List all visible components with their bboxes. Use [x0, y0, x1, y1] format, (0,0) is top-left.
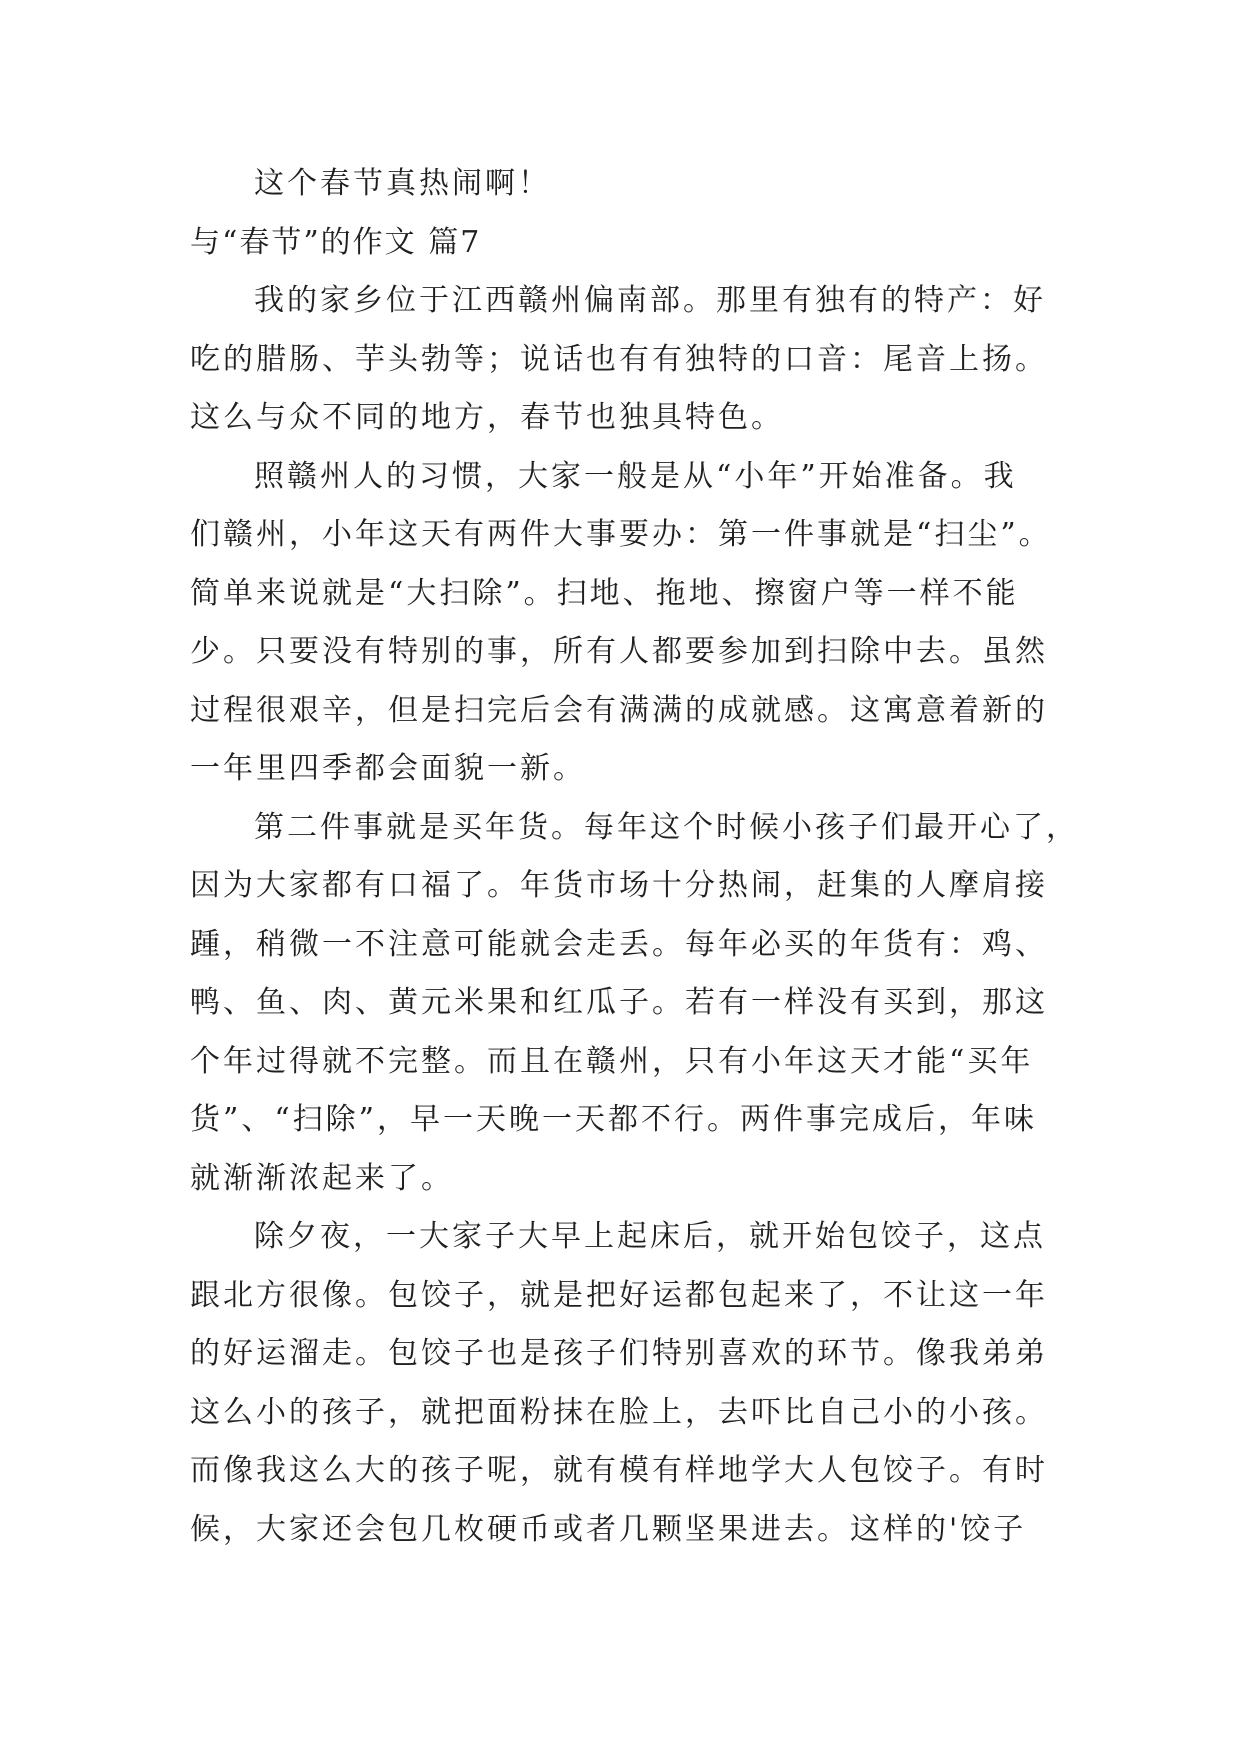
- paragraph-line: 踵，稍微一不注意可能就会走丢。每年必买的年货有：鸡、: [190, 926, 1048, 962]
- paragraph-line: 鸭、鱼、肉、黄元米果和红瓜子。若有一样没有买到，那这: [190, 985, 1048, 1020]
- paragraph-line: 除夕夜，一大家子大早上起床后，就开始包饺子，这点: [254, 1219, 1046, 1254]
- paragraph-line: 个年过得就不完整。而且在赣州，只有小年这天才能“买年: [190, 1043, 1034, 1079]
- paragraph-3: [190, 799, 1079, 1209]
- paragraph-2: [190, 448, 1050, 799]
- paragraph-line: 因为大家都有口福了。年货市场十分热闹，赶集的人摩肩接: [190, 868, 1048, 903]
- paragraph-line: 一年里四季都会面貌一新。: [190, 751, 586, 786]
- paragraph-line: 过程很艰辛，但是扫完后会有满满的成就感。这寓意着新的: [190, 692, 1048, 728]
- paragraph-line: 这么小的孩子，就把面粉抹在脸上，去吓比自己小的小孩。: [190, 1394, 1048, 1430]
- paragraph-line: 少。只要没有特别的事，所有人都要参加到扫除中去。虽然: [190, 634, 1048, 669]
- paragraph-line: 跟北方很像。包饺子，就是把好运都包起来了，不让这一年: [190, 1277, 1048, 1313]
- paragraph-line: 这么与众不同的地方，春节也独具特色。: [190, 400, 784, 435]
- essay-heading: 与“春节”的作文 篇7: [190, 224, 482, 260]
- paragraph-line: 我的家乡位于江西赣州偏南部。那里有独有的特产：好: [254, 283, 1046, 318]
- paragraph-line: 就渐渐浓起来了。: [190, 1160, 454, 1196]
- paragraph-1: [190, 272, 1050, 448]
- paragraph-line: 简单来说就是“大扫除”。扫地、拖地、擦窗户等一样不能: [190, 575, 1019, 611]
- paragraph-4: [190, 1208, 1050, 1559]
- paragraph-line: 而像我这么大的孩子呢，就有模有样地学大人包饺子。有时: [190, 1453, 1048, 1488]
- paragraph-line: 候，大家还会包几枚硬币或者几颗坚果进去。这样的'饺子: [190, 1511, 1027, 1547]
- closing-line: 这个春节真热闹啊！: [254, 166, 551, 201]
- paragraph-line: 吃的腊肠、芋头勃等；说话也有有独特的口音：尾音上扬。: [190, 341, 1048, 377]
- paragraph-line: 的好运溜走。包饺子也是孩子们特别喜欢的环节。像我弟弟: [190, 1336, 1048, 1371]
- document-body: [190, 155, 1079, 1559]
- paragraph-line: 照赣州人的习惯，大家一般是从“小年”开始准备。我: [254, 458, 1017, 494]
- paragraph-line: 货”、“扫除”，早一天晚一天都不行。两件事完成后，年味: [190, 1102, 1038, 1137]
- paragraph-line: 第二件事就是买年货。每年这个时候小孩子们最开心了，: [254, 809, 1079, 845]
- paragraph-line: 们赣州，小年这天有两件大事要办：第一件事就是“扫尘”。: [190, 517, 1052, 552]
